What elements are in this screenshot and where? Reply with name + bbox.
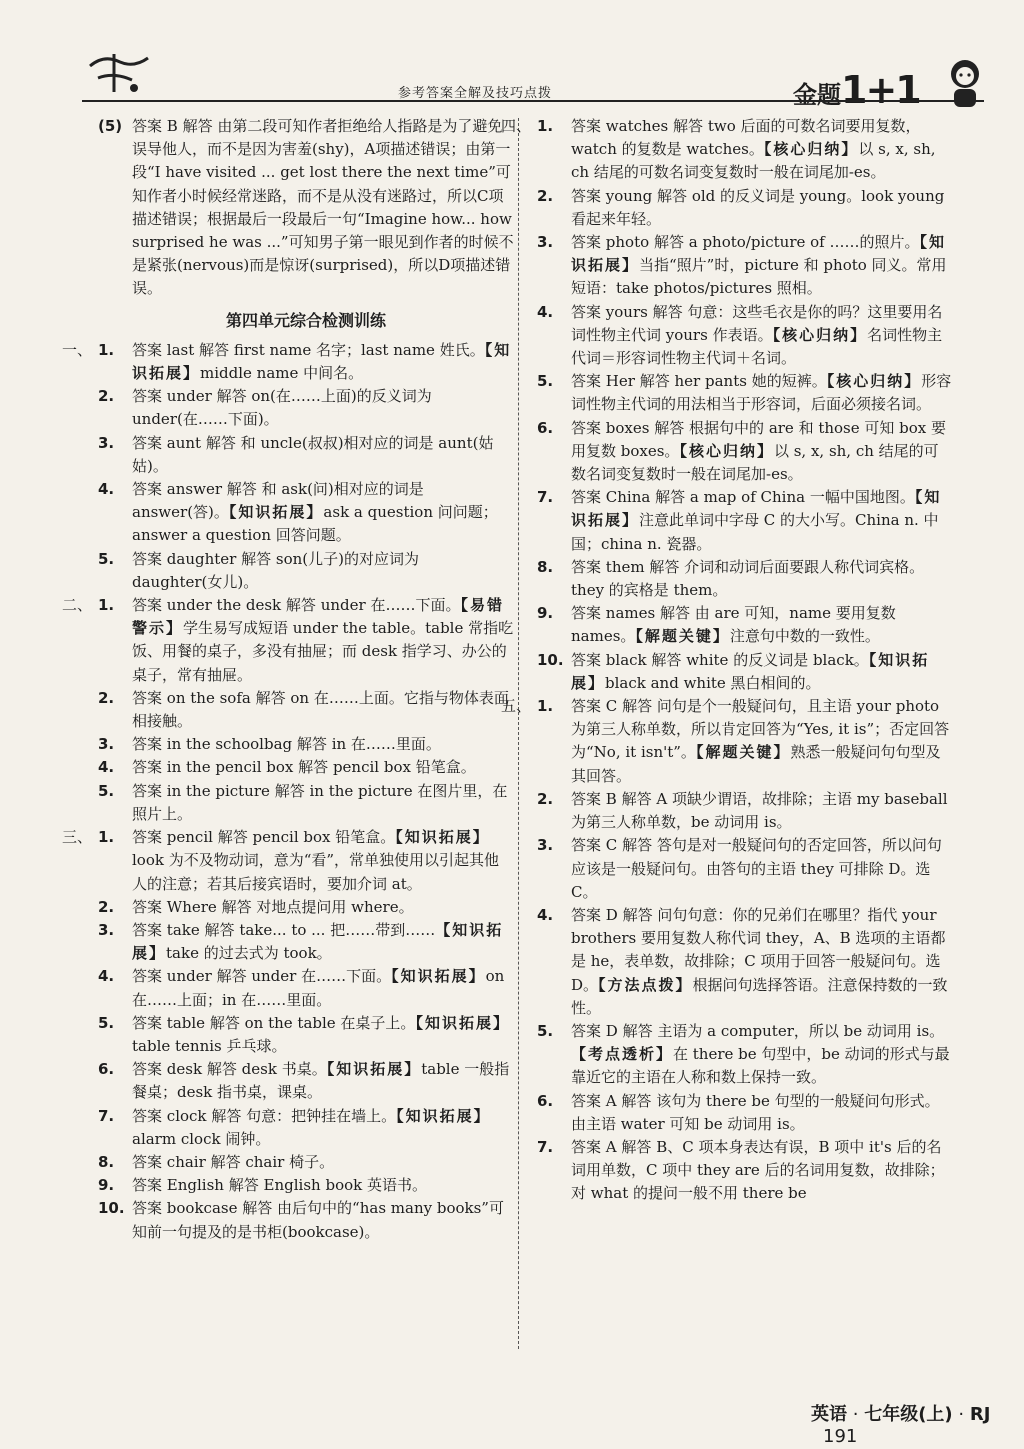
answer-item — [98, 1197, 514, 1243]
item-number: 7. — [98, 1106, 115, 1125]
tip-tag: 【知识拓展】 — [391, 967, 486, 986]
tip-tag: 【核心归纳】 — [763, 140, 859, 159]
answer-item — [98, 896, 514, 919]
answer-label: 答案 — [571, 905, 602, 924]
answer-value: last — [166, 340, 195, 359]
explain-text: take... to ... 把……带到…… — [239, 920, 436, 939]
item-number: 1. — [98, 596, 115, 615]
answer-value: C — [605, 697, 618, 716]
explain-label: 解答 — [216, 387, 247, 406]
explain-label: 解答 — [622, 905, 653, 924]
answer-label: 答案 — [132, 688, 163, 707]
item-number: 3. — [537, 836, 554, 855]
answer-item — [98, 687, 514, 733]
tip-text: black and white 黑白相间的。 — [605, 673, 821, 692]
brand-prefix: 金题 — [793, 81, 841, 109]
explain-label: 解答 — [274, 781, 305, 800]
tip-text: 注意此单词中字母 C 的大小写。China n. 中国；china n. 瓷器。 — [571, 511, 939, 553]
answer-value: in the schoolbag — [166, 735, 293, 754]
answer-item — [98, 1058, 514, 1104]
explain-label: 解答 — [255, 688, 286, 707]
answer-label: 答案 — [132, 781, 163, 800]
answer-item — [501, 115, 953, 185]
answer-item — [98, 385, 514, 431]
footer-grade: 七年级(上) — [864, 1404, 953, 1425]
explain-text: 对地点提问用 where。 — [256, 897, 414, 916]
explain-label: 解答 — [241, 549, 272, 568]
item-number: 2. — [98, 897, 115, 916]
item-number: 9. — [98, 1176, 115, 1195]
answer-value: pencil — [166, 828, 213, 847]
answer-value: Where — [166, 897, 217, 916]
section-label: 一、 — [62, 340, 93, 359]
explain-label: 解答 — [622, 1021, 653, 1040]
explain-text: B、C 项本身表达有误，B 项中 it's 后的名词用单数，C 项中 they are 后的名词用复数，故排除；对 what 的提问一般不用 there be — [571, 1137, 945, 1203]
answer-item — [98, 1105, 514, 1151]
explain-text: chair 椅子。 — [245, 1152, 335, 1171]
answer-value: English — [166, 1176, 224, 1195]
answer-item — [62, 339, 514, 385]
answer-label: 答案 — [571, 789, 602, 808]
answer-value: daughter — [166, 549, 237, 568]
answer-value: under the desk — [166, 596, 282, 615]
answer-value: yours — [605, 302, 648, 321]
answer-value: A — [605, 1091, 617, 1110]
explain-text: 由第二段可知作者拒绝给人指路是为了避免误导他人，而不是因为害羞(shy)，A项描述错误；由第一段“I have visited ... get lost there the next time”可知作者小时候经常迷路，而不是从没有迷路过，所以C项描述错误；根据最后一段最后一句“Imagine how... how surprised he was ...”可知男子第一眼见到作者的时候不是紧张(nervous)而是惊讶(surprised)，所以D项描述错误。 — [132, 117, 514, 298]
header-rule — [82, 100, 984, 102]
tip-text: table tennis 乒乓球。 — [132, 1036, 287, 1055]
item-number: 8. — [537, 557, 554, 576]
answer-value: C — [605, 836, 618, 855]
answer-item — [62, 594, 514, 687]
explain-text: 该句为 there be 句型的一般疑问句形式。由主语 water 可知 be 动词用 is。 — [571, 1091, 940, 1133]
explain-text: on the table 在桌子上。 — [244, 1013, 416, 1032]
explain-label: 解答 — [285, 596, 316, 615]
explain-text: 句意：把钟挂在墙上。 — [246, 1106, 397, 1125]
explain-text: English book 英语书。 — [263, 1176, 428, 1195]
answer-value: B — [605, 789, 617, 808]
explain-text: 问句句意：你的兄弟们在哪里？指代 your brothers 要用复数人称代词 they，A、B 选项的主语都是 he，表单数，故排除；C 项用于回答一般疑问句。选 D。 — [571, 905, 946, 994]
tip-tag: 【核心归纳】 — [826, 372, 922, 391]
tip-tag: 【知识拓展】 — [132, 920, 504, 963]
answer-value: them — [605, 557, 645, 576]
answer-item — [537, 231, 953, 301]
footer-sep: · — [852, 1404, 859, 1425]
explain-text: 和 ask(问)相对应的词是 answer(答)。 — [132, 480, 424, 522]
explain-label: 解答 — [649, 557, 680, 576]
answer-item — [98, 1012, 514, 1058]
item-number: 3. — [98, 920, 115, 939]
item-number: 4. — [98, 967, 115, 986]
item-number: 4. — [537, 905, 554, 924]
answer-label: 答案 — [132, 387, 163, 406]
item-number: 6. — [537, 418, 554, 437]
explain-label: 解答 — [210, 1152, 241, 1171]
answer-label: 答案 — [132, 758, 163, 777]
answer-value: boxes — [605, 418, 650, 437]
explain-text: 问句是个一般疑问句，且主语 your photo 为第三人称单数，所以肯定回答为“Yes, it is”；否定回答为“No, it isn't”。 — [571, 697, 950, 762]
tip-text: 根据问句选择答语。注意保持数的一致性。 — [571, 975, 948, 1017]
explain-text: 句意：这些毛衣是你的吗？这里要用名词性物主代词 yours 作表语。 — [571, 302, 943, 344]
answer-item — [537, 185, 953, 231]
explain-label: 解答 — [673, 117, 704, 135]
answer-value: photo — [605, 233, 650, 252]
item-number: 2. — [98, 387, 115, 406]
explain-text: pencil box 铅笔盒。 — [332, 758, 476, 777]
page-footer — [811, 1400, 1024, 1447]
answer-value: Her — [605, 372, 635, 391]
answer-label: 答案 — [132, 920, 163, 939]
answer-label: 答案 — [571, 557, 602, 576]
item-number: 2. — [98, 688, 115, 707]
section-label: 二、 — [62, 596, 93, 615]
explain-text: desk 书桌。 — [241, 1060, 327, 1079]
explain-label: 解答 — [298, 758, 329, 777]
tip-text: 熟悉一般疑问句句型及其回答。 — [571, 743, 941, 785]
answer-item — [62, 826, 514, 896]
tip-text: ask a question 问问题；answer a question 回答问题。 — [132, 503, 498, 545]
item-number: 1. — [98, 828, 115, 847]
tip-tag: 【知识拓展】 — [132, 340, 512, 383]
answer-item — [537, 788, 953, 834]
answer-value: names — [605, 604, 656, 623]
answer-value: table — [166, 1013, 206, 1032]
answer-item — [537, 1136, 953, 1206]
explain-label: 解答 — [651, 650, 682, 669]
answer-item — [537, 904, 953, 1020]
answer-label: 答案 — [132, 735, 163, 754]
answer-item — [537, 417, 953, 487]
answer-value: D — [605, 1021, 618, 1040]
explain-text: A 项缺少谓语，故排除；主语 my baseball 为第三人称单数，be 动词用 is。 — [571, 789, 948, 832]
item-number: 6. — [537, 1091, 554, 1110]
explain-label: 解答 — [199, 340, 230, 359]
explain-label: 解答 — [216, 967, 247, 986]
tip-text: 以 s, x, sh, ch 结尾的可数名词变复数时一般在词尾加-es。 — [571, 140, 936, 182]
tip-tag: 【方法点拨】 — [598, 975, 693, 994]
tip-text: 形容词性物主代词的用法相当于形容词，后面必须接名词。 — [571, 372, 952, 414]
explain-text: under 在……下面。 — [320, 596, 461, 615]
right-column — [501, 115, 953, 1206]
answer-label: 答案 — [132, 828, 163, 847]
explain-text: her pants 她的短裤。 — [674, 372, 827, 391]
tip-tag: 【知识拓展】 — [395, 828, 490, 847]
explain-label: 解答 — [296, 735, 327, 754]
explain-text: a map of China 一幅中国地图。 — [689, 488, 915, 507]
answer-item — [98, 965, 514, 1011]
answer-label: 答案 — [132, 1176, 163, 1195]
explain-text: on(在……上面)的反义词为 under(在……下面)。 — [132, 387, 432, 429]
answer-item — [98, 1174, 514, 1197]
footer-subject: 英语 — [811, 1404, 847, 1425]
tip-text: 注意句中数的一致性。 — [729, 627, 880, 646]
explain-text: 介词和动词后面要跟人称代词宾格。they 的宾格是 them。 — [571, 557, 925, 600]
answer-value: under — [166, 387, 212, 406]
explain-text: on 在……上面。它指与物体表面相接触。 — [132, 688, 509, 731]
tip-tag: 【知识拓展】 — [396, 1106, 491, 1125]
item-number: 5. — [98, 1013, 115, 1032]
answer-label: 答案 — [132, 117, 163, 135]
answer-label: 答案 — [571, 650, 602, 669]
tip-text: take 的过去式为 took。 — [166, 944, 332, 963]
explain-label: 解答 — [655, 488, 686, 507]
answer-item — [98, 756, 514, 779]
explain-label: 解答 — [209, 1013, 240, 1032]
answer-label: 答案 — [571, 604, 602, 623]
left-column — [62, 115, 514, 1244]
answer-label: 答案 — [132, 1106, 163, 1125]
explain-text: 和 uncle(叔叔)相对应的词是 aunt(姑姑)。 — [132, 433, 494, 475]
answer-value: in the pencil box — [166, 758, 294, 777]
explain-label: 解答 — [621, 789, 652, 808]
explain-label: 解答 — [659, 604, 690, 623]
answer-item — [537, 556, 953, 602]
item-number: 3. — [98, 433, 115, 452]
item-number: 3. — [537, 233, 554, 252]
answer-value: black — [605, 650, 647, 669]
answer-item — [537, 602, 953, 648]
item-number: 1. — [537, 117, 554, 135]
tip-tag: 【核心归纳】 — [772, 325, 868, 344]
explain-label: 解答 — [622, 697, 653, 716]
brand-number: 1+1 — [841, 68, 920, 112]
explain-label: 解答 — [622, 836, 653, 855]
explain-text: in 在……里面。 — [331, 735, 441, 754]
answer-item — [537, 370, 953, 416]
explain-text: old 的反义词是 young。look young 看起来年轻。 — [571, 186, 945, 228]
explain-text: a photo/picture of ……的照片。 — [688, 233, 920, 252]
answer-value: D — [605, 905, 618, 924]
explain-text: pencil box 铅笔盒。 — [252, 828, 396, 847]
explain-label: 解答 — [221, 897, 252, 916]
answer-label: 答案 — [571, 488, 602, 507]
answer-value: aunt — [166, 433, 202, 452]
answer-item — [98, 432, 514, 478]
answer-label: 答案 — [571, 233, 602, 252]
explain-label: 解答 — [217, 828, 248, 847]
item-number: 7. — [537, 1137, 554, 1156]
answer-value: on the sofa — [166, 688, 251, 707]
item-number: 2. — [537, 789, 554, 808]
answer-item — [537, 301, 953, 371]
tip-text: on 在……上面；in 在……里面。 — [132, 967, 505, 1009]
explain-label: 解答 — [654, 418, 685, 437]
answer-value: B — [166, 117, 178, 135]
answer-label: 答案 — [132, 1199, 163, 1218]
page-header — [0, 0, 1024, 112]
explain-text: under 在……下面。 — [251, 967, 392, 986]
answer-label: 答案 — [571, 117, 602, 135]
answer-item — [98, 919, 514, 965]
answer-label: 答案 — [132, 1060, 163, 1079]
section-heading: 第四单元综合检测训练 — [225, 310, 386, 330]
explain-text: in the picture 在图片里，在照片上。 — [132, 781, 508, 823]
item-number: 3. — [98, 735, 115, 754]
answer-value: desk — [166, 1060, 203, 1079]
explain-label: 解答 — [621, 1091, 652, 1110]
item-number: 9. — [537, 604, 554, 623]
answer-value: answer — [166, 480, 222, 499]
answer-item — [98, 548, 514, 594]
answer-item — [98, 478, 514, 548]
answer-value: take — [166, 920, 200, 939]
answer-item — [98, 1151, 514, 1174]
answer-label: 答案 — [132, 897, 163, 916]
item-number: 2. — [537, 186, 554, 205]
tip-tag: 【考点透析】 — [571, 1045, 674, 1064]
item-number: (5) — [98, 117, 123, 135]
answer-label: 答案 — [132, 480, 163, 499]
answer-label: 答案 — [571, 1091, 602, 1110]
explain-text: two 后面的可数名词要用复数，watch 的复数是 watches。 — [571, 117, 921, 159]
answer-item — [537, 834, 953, 904]
header-subtitle: 参考答案全解及技巧点拨 — [398, 86, 553, 101]
tip-tag: 【解题关键】 — [695, 743, 791, 762]
answer-value: young — [605, 186, 653, 205]
section-label: 三、 — [62, 828, 93, 847]
item-number: 5. — [98, 549, 115, 568]
answer-label: 答案 — [571, 1137, 602, 1156]
answer-item — [537, 1020, 953, 1090]
item-number: 1. — [98, 340, 115, 359]
tip-text: look 为不及物动词，意为“看”，常单独使用以引起其他人的注意；若其后接宾语时，要加介词 at。 — [132, 851, 500, 893]
brand-title — [793, 68, 920, 112]
tip-tag: 【知识拓展】 — [326, 1060, 422, 1079]
answer-item — [537, 486, 953, 556]
answer-item — [501, 695, 953, 788]
item-number: 8. — [98, 1152, 115, 1171]
explain-label: 解答 — [206, 1060, 237, 1079]
answer-label: 答案 — [571, 418, 602, 437]
tip-text: 当指“照片”时，picture 和 photo 同义。常用短语：take photos/pictures 照相。 — [571, 256, 947, 298]
explain-label: 解答 — [228, 1176, 259, 1195]
item-number: 4. — [98, 480, 115, 499]
answer-item — [98, 733, 514, 756]
tip-text: alarm clock 闹钟。 — [132, 1129, 271, 1148]
explain-text: 主语为 a computer，所以 be 动词用 is。 — [657, 1021, 945, 1040]
item-number: 6. — [98, 1060, 115, 1079]
answer-value: clock — [166, 1106, 207, 1125]
tip-tag: 【知识拓展】 — [228, 503, 324, 522]
answer-label: 答案 — [132, 549, 163, 568]
explain-label: 解答 — [182, 117, 213, 135]
tip-tag: 【核心归纳】 — [679, 441, 774, 460]
explain-text: 由后句中的“has many books”可知前一句提及的是书柜(bookcase)。 — [132, 1199, 504, 1241]
explain-label: 解答 — [211, 1106, 242, 1125]
tip-text: middle name 中间名。 — [200, 364, 364, 383]
explain-label: 解答 — [621, 1137, 652, 1156]
explain-label: 解答 — [653, 233, 684, 252]
answer-value: bookcase — [166, 1199, 238, 1218]
answer-label: 答案 — [132, 1013, 163, 1032]
page-number: 191 — [823, 1426, 858, 1447]
item-number: 10. — [537, 650, 564, 669]
item-number: 7. — [537, 488, 554, 507]
answer-item — [98, 780, 514, 826]
explain-text: son(儿子)的对应词为 daughter(女儿)。 — [132, 549, 420, 591]
answer-label: 答案 — [132, 433, 163, 452]
item-number: 5. — [537, 1021, 554, 1040]
answer-label: 答案 — [132, 967, 163, 986]
answer-label: 答案 — [132, 596, 163, 615]
tip-tag: 【知识拓展】 — [571, 650, 930, 692]
explain-text: white 的反义词是 black。 — [686, 650, 869, 669]
explain-label: 解答 — [242, 1199, 273, 1218]
answer-value: in the picture — [166, 781, 270, 800]
tip-tag: 【知识拓展】 — [571, 488, 942, 530]
item-number: 5. — [98, 781, 115, 800]
answer-value: under — [166, 967, 212, 986]
tip-text: 名词性物主代词＝形容词性物主代词＋名词。 — [571, 325, 943, 368]
item-number: 4. — [98, 758, 115, 777]
explain-text: first name 名字；last name 姓氏。 — [233, 340, 485, 359]
answer-label: 答案 — [571, 302, 602, 321]
publisher-logo-icon — [84, 48, 154, 98]
answer-item — [537, 649, 953, 695]
footer-edition: RJ — [969, 1404, 991, 1425]
column-divider — [518, 118, 519, 1349]
answer-label: 答案 — [571, 186, 602, 205]
explain-text: 答句是对一般疑问句的否定回答，所以问句应该是一般疑问句。由答句的主语 they 可排除 D。选 C。 — [571, 836, 942, 901]
answer-item — [537, 1090, 953, 1136]
explain-text: 由 are 可知，name 要用复数 names。 — [571, 604, 896, 646]
tip-tag: 【解题关键】 — [635, 627, 730, 646]
explain-label: 解答 — [657, 186, 688, 205]
item-number: 10. — [98, 1199, 125, 1218]
item-number: 1. — [537, 697, 554, 716]
item-number: 5. — [537, 372, 554, 391]
tip-tag: 【易错警示】 — [132, 596, 504, 638]
footer-sep: · — [958, 1404, 965, 1425]
explain-text: 根据句中的 are 和 those 可知 box 要用复数 boxes。 — [571, 418, 947, 460]
tip-text: 学生易写成短语 under the table。table 常指吃饭、用餐的桌子，多没有抽屉；而 desk 指学习、办公的桌子，常有抽屉。 — [132, 619, 514, 684]
answer-value: chair — [166, 1152, 206, 1171]
explain-label: 解答 — [652, 302, 683, 321]
tip-text: table 一般指餐桌；desk 指书桌，课桌。 — [132, 1060, 510, 1102]
explain-label: 解答 — [204, 920, 235, 939]
tip-text: 在 there be 句型中，be 动词的形式与最靠近它的主语在人称和数上保持一致。 — [571, 1045, 950, 1087]
answer-label: 答案 — [132, 1152, 163, 1171]
answer-label: 答案 — [571, 836, 602, 855]
answer-label: 答案 — [571, 372, 602, 391]
answer-label: 答案 — [132, 340, 163, 359]
answer-value: A — [605, 1137, 617, 1156]
tip-text: 以 s, x, sh, ch 结尾的可数名词变复数时一般在词尾加-es。 — [571, 441, 939, 484]
section-label: 四、 — [501, 117, 532, 135]
tip-tag: 【知识拓展】 — [415, 1013, 510, 1032]
item-number: 4. — [537, 302, 554, 321]
explain-label: 解答 — [639, 372, 670, 391]
explain-label: 解答 — [226, 480, 257, 499]
answer-value: watches — [605, 117, 669, 135]
answer-label: 答案 — [571, 697, 602, 716]
mascot-icon — [940, 56, 990, 112]
answer-label: 答案 — [571, 1021, 602, 1040]
answer-item — [98, 115, 514, 301]
section-label: 五、 — [501, 697, 532, 716]
tip-tag: 【知识拓展】 — [571, 233, 947, 275]
explain-label: 解答 — [205, 433, 236, 452]
answer-value: China — [605, 488, 651, 507]
